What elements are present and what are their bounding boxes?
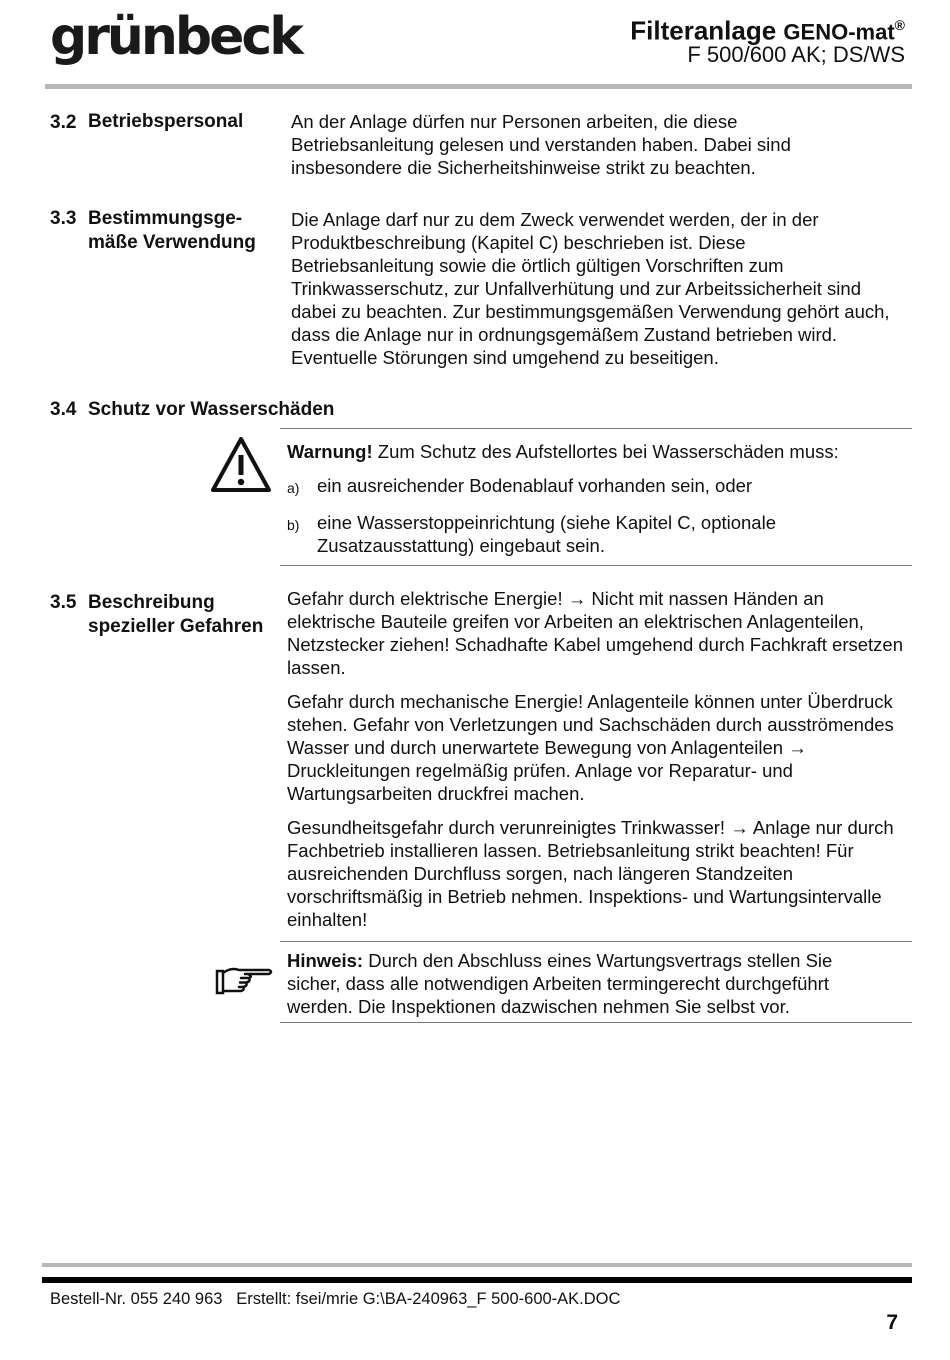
warning-label: Warnung! (287, 441, 373, 462)
section-3-4-number: 3.4 (50, 399, 77, 420)
note-label: Hinweis: (287, 950, 364, 971)
section-3-5-title (88, 591, 263, 639)
note-block (287, 949, 887, 1018)
list-item (287, 474, 907, 500)
section-3-5-number: 3.5 (50, 592, 77, 613)
header-rule (45, 84, 912, 89)
logo-graphic (50, 7, 301, 74)
note-text: Durch den Abschluss eines Wartungsvertrags stellen Sie sicher, dass alle notwendigen Arbeiten termingerecht durchgeführt werden. Die Inspektionen dazwischen nehmen Sie selbst vor. (287, 950, 833, 1017)
hazard-paragraph: Gefahr durch elektrische Energie! → Nicht mit nassen Händen an elektrische Bauteile greifen vor Arbeiten an elektrischen Anlagenteilen, Netzstecker ziehen! Schadhafte Kabel umgehend durch Fachkraft ersetzen lassen. (287, 588, 903, 678)
warning-rule-top (280, 428, 912, 429)
warning-text: Zum Schutz des Aufstellortes bei Wasserschäden muss: (377, 441, 839, 462)
warning-triangle-icon (210, 436, 272, 494)
footer-rule-black (42, 1277, 912, 1283)
section-3-5-title-line1: Beschreibung (88, 592, 215, 613)
section-3-2-text: An der Anlage dürfen nur Personen arbeiten, die diese Betriebsanleitung gelesen und verstanden haben. Dabei sind insbesondere die Sicherheitshinweise strikt zu beachten. (291, 111, 791, 178)
note-rule-bottom (280, 1022, 912, 1023)
section-3-4-title: Schutz vor Wasserschäden (88, 399, 335, 420)
section-3-5-title-line2: spezieller Gefahren (88, 616, 264, 637)
title-product: GENO-mat (783, 19, 895, 45)
document-subtitle: F 500/600 AK; DS/WS (687, 42, 905, 67)
page-number: 7 (886, 1311, 898, 1334)
list-marker: b) (287, 517, 300, 533)
title-registered: ® (894, 17, 905, 33)
logo-text: grünbeck (50, 7, 301, 67)
list-item-text: eine Wasserstoppeinrichtung (siehe Kapitel C, optionale Zusatzausstattung) eingebaut sein. (317, 512, 776, 556)
warning-block (287, 440, 907, 568)
section-3-3-title (88, 207, 256, 255)
section-3-3-title-line1: Bestimmungsge- (88, 208, 243, 229)
section-3-3-title-line2: mäße Verwendung (88, 232, 256, 253)
footer-order-info: Bestell-Nr. 055 240 963 Erstellt: fsei/mrie G:\BA-240963_F 500-600-AK.DOC (50, 1290, 621, 1308)
warning-rule-bottom (280, 565, 912, 566)
hazard-paragraph: Gesundheitsgefahr durch verunreinigtes Trinkwasser! → Anlage nur durch Fachbetrieb installieren lassen. Betriebsanleitung strikt beachten! Für ausreichenden Durchfluss sorgen, nach längeren Standzeiten vorschriftsmäßig in Betrieb nehmen. Inspektions- und Wartungsintervalle einhalten! (287, 817, 894, 930)
title-main: Filteranlage (630, 15, 777, 46)
warning-line (287, 440, 907, 463)
pointing-hand-icon (213, 963, 275, 997)
section-3-3-text: Die Anlage darf nur zu dem Zweck verwendet werden, der in der Produktbeschreibung (Kapitel C) beschrieben ist. Diese Betriebsanleitung sowie die örtlich gültigen Vorschriften zum Trinkwasserschutz, zur Unfallverhütung und zur Arbeitssicherheit sind dabei zu beachten. Zur bestimmungsgemäßen Verwendung gehört auch, dass die Anlage nur in ordnungsgemäßem Zustand betrieben wird. Eventuelle Störungen sind umgehend zu beseitigen. (291, 209, 890, 368)
section-3-3-number: 3.3 (50, 208, 77, 229)
note-rule-top (280, 941, 912, 942)
list-item (287, 511, 907, 557)
list-item-text: ein ausreichender Bodenablauf vorhanden sein, oder (317, 475, 753, 496)
hazards-block (287, 587, 905, 942)
footer-rule-grey (42, 1263, 912, 1267)
section-3-2-number: 3.2 (50, 112, 77, 133)
section-3-2-title: Betriebspersonal (88, 111, 244, 132)
hazard-paragraph: Gefahr durch mechanische Energie! Anlagenteile können unter Überdruck stehen. Gefahr von Verletzungen und Sachschäden durch ausströmendes Wasser und durch unerwartete Bewegung von Anlagenteilen → Druckleitungen regelmäßig prüfen. Anlage vor Reparatur- und Wartungsarbeiten druckfrei machen. (287, 691, 894, 804)
list-marker: a) (287, 480, 300, 496)
company-logo (50, 7, 301, 74)
